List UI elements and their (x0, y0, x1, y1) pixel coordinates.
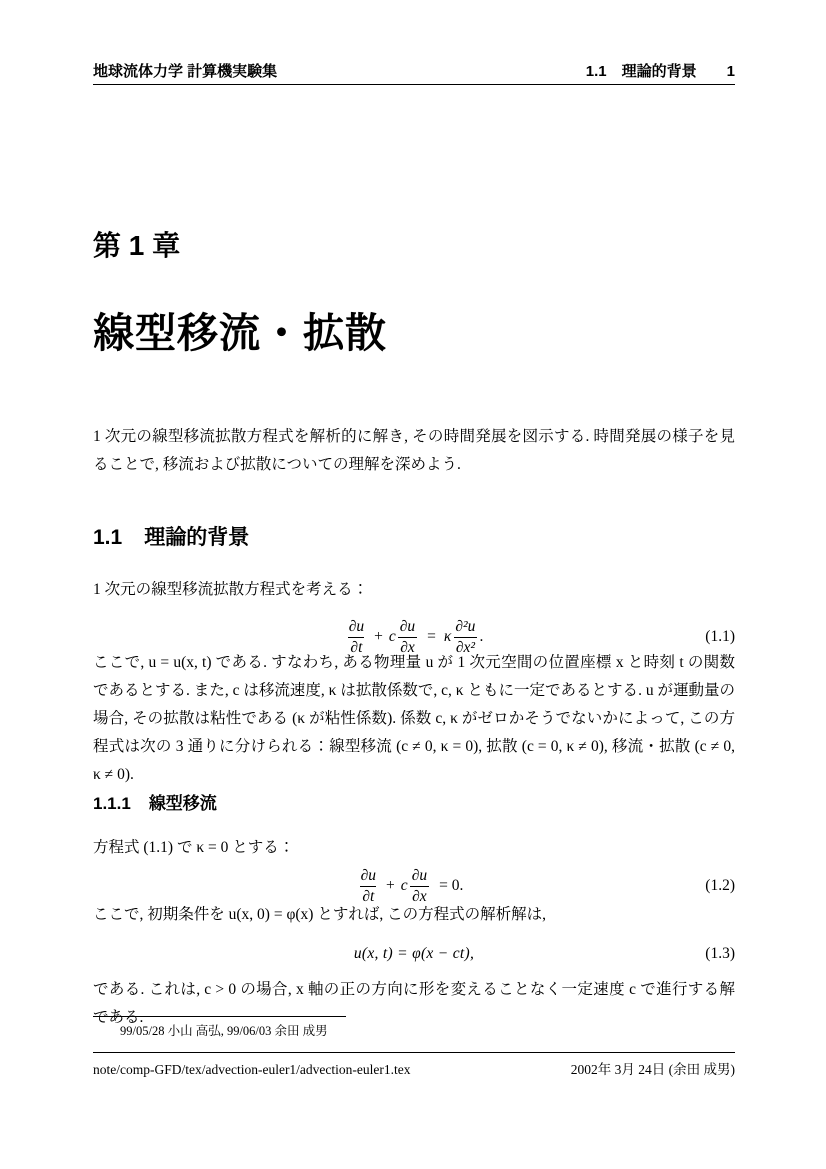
equation-1-3 (93, 938, 735, 970)
equals-sign: = (427, 628, 436, 645)
fraction-du-dx: $\frac{\partial u}{\partial x}$ (399, 618, 416, 656)
section-title: 理論的背景 (144, 526, 250, 549)
header-page-number: 1 (726, 63, 735, 80)
subsection-number: 1.1.1 (93, 794, 131, 813)
footer-file-path: note/comp-GFD/tex/advection-euler1/advection-euler1.tex (93, 1062, 411, 1077)
header-section-ref: 1.1 理論的背景 (585, 63, 697, 80)
page-header (93, 60, 735, 81)
coefficient-c: c (400, 877, 408, 894)
header-left-title: 地球流体力学 計算機実験集 (93, 63, 278, 80)
fraction-du-dt: $\frac{\partial u}{\partial t}$ (348, 618, 365, 656)
footer-rule (93, 1052, 735, 1053)
fraction-du-dt: $\frac{\partial u}{\partial t}$ (360, 867, 377, 905)
header-right (586, 60, 735, 81)
coefficient-c: c (388, 628, 396, 645)
chapter-title: 線型移流・拡散 (93, 310, 387, 356)
subsection-title: 線型移流 (148, 794, 217, 813)
footnote-text: 99/05/28 小山 高弘, 99/06/03 余田 成男 (120, 1024, 328, 1038)
paragraph-initial-condition: ここで, 初期条件を u(x, 0) = φ(x) とすれば, この方程式の解析解は, (93, 906, 546, 923)
footer-date-author: 2002年 3月 24日 (余田 成男) (570, 1062, 735, 1077)
section-number: 1.1 (93, 526, 123, 549)
paragraph-kappa-zero: 方程式 (1.1) で κ = 0 とする： (93, 839, 295, 856)
equation-1-2-body (357, 866, 472, 906)
paragraph-lead: 1 次元の線型移流拡散方程式を考える： (93, 581, 369, 598)
footnote-rule (93, 1016, 346, 1017)
paragraph-final: である. これは, c > 0 の場合, x 軸の正の方向に形を変えることなく一定速度 c で進行する解である. (93, 981, 735, 1026)
subsection-heading (93, 789, 217, 814)
section-heading (93, 521, 249, 551)
equation-1-1-number: (1.1) (705, 628, 735, 645)
page-footer (93, 1058, 735, 1078)
plus-operator: + (386, 877, 395, 894)
equation-1-3-number: (1.3) (705, 945, 735, 962)
plus-operator: + (374, 628, 383, 645)
paragraph-after-eq1: ここで, u = u(x, t) である. すなわち, ある物理量 u が 1 次元空間の位置座標 x と時刻 t の関数であるとする. また, c は移流速度, κ は拡散係数で, c, κ ともに一定であるとする. u が運動量の場合, その拡散は粘性である (κ が粘性係数). 係数 c, κ がゼロかそうでないかによって, この方程式は次の 3 通りに分けられる：線型移流 (c ≠ 0, κ = 0), 拡散 (c = 0, κ ≠ 0), 移流・拡散 (c ≠ 0, κ ≠ 0). (93, 654, 735, 783)
equation-1-3-body: u(x, t) = φ(x − ct), (353, 945, 475, 962)
intro-paragraph: 1 次元の線型移流拡散方程式を解析的に解き, その時間発展を図示する. 時間発展の様子を見ることで, 移流および拡散についての理解を深めよう. (93, 428, 735, 473)
chapter-label: 第 1 章 (93, 230, 181, 261)
header-rule (93, 84, 735, 85)
equation-1-2-number: (1.2) (705, 877, 735, 894)
kappa-symbol: κ (443, 628, 452, 645)
fraction-du-dx: $\frac{\partial u}{\partial x}$ (411, 867, 428, 905)
fraction-d2u-dx2: $\frac{\text{∂²u}}{\text{∂x²}}$ (455, 618, 476, 656)
equals-zero: = 0. (439, 877, 464, 894)
period: . (479, 628, 484, 645)
